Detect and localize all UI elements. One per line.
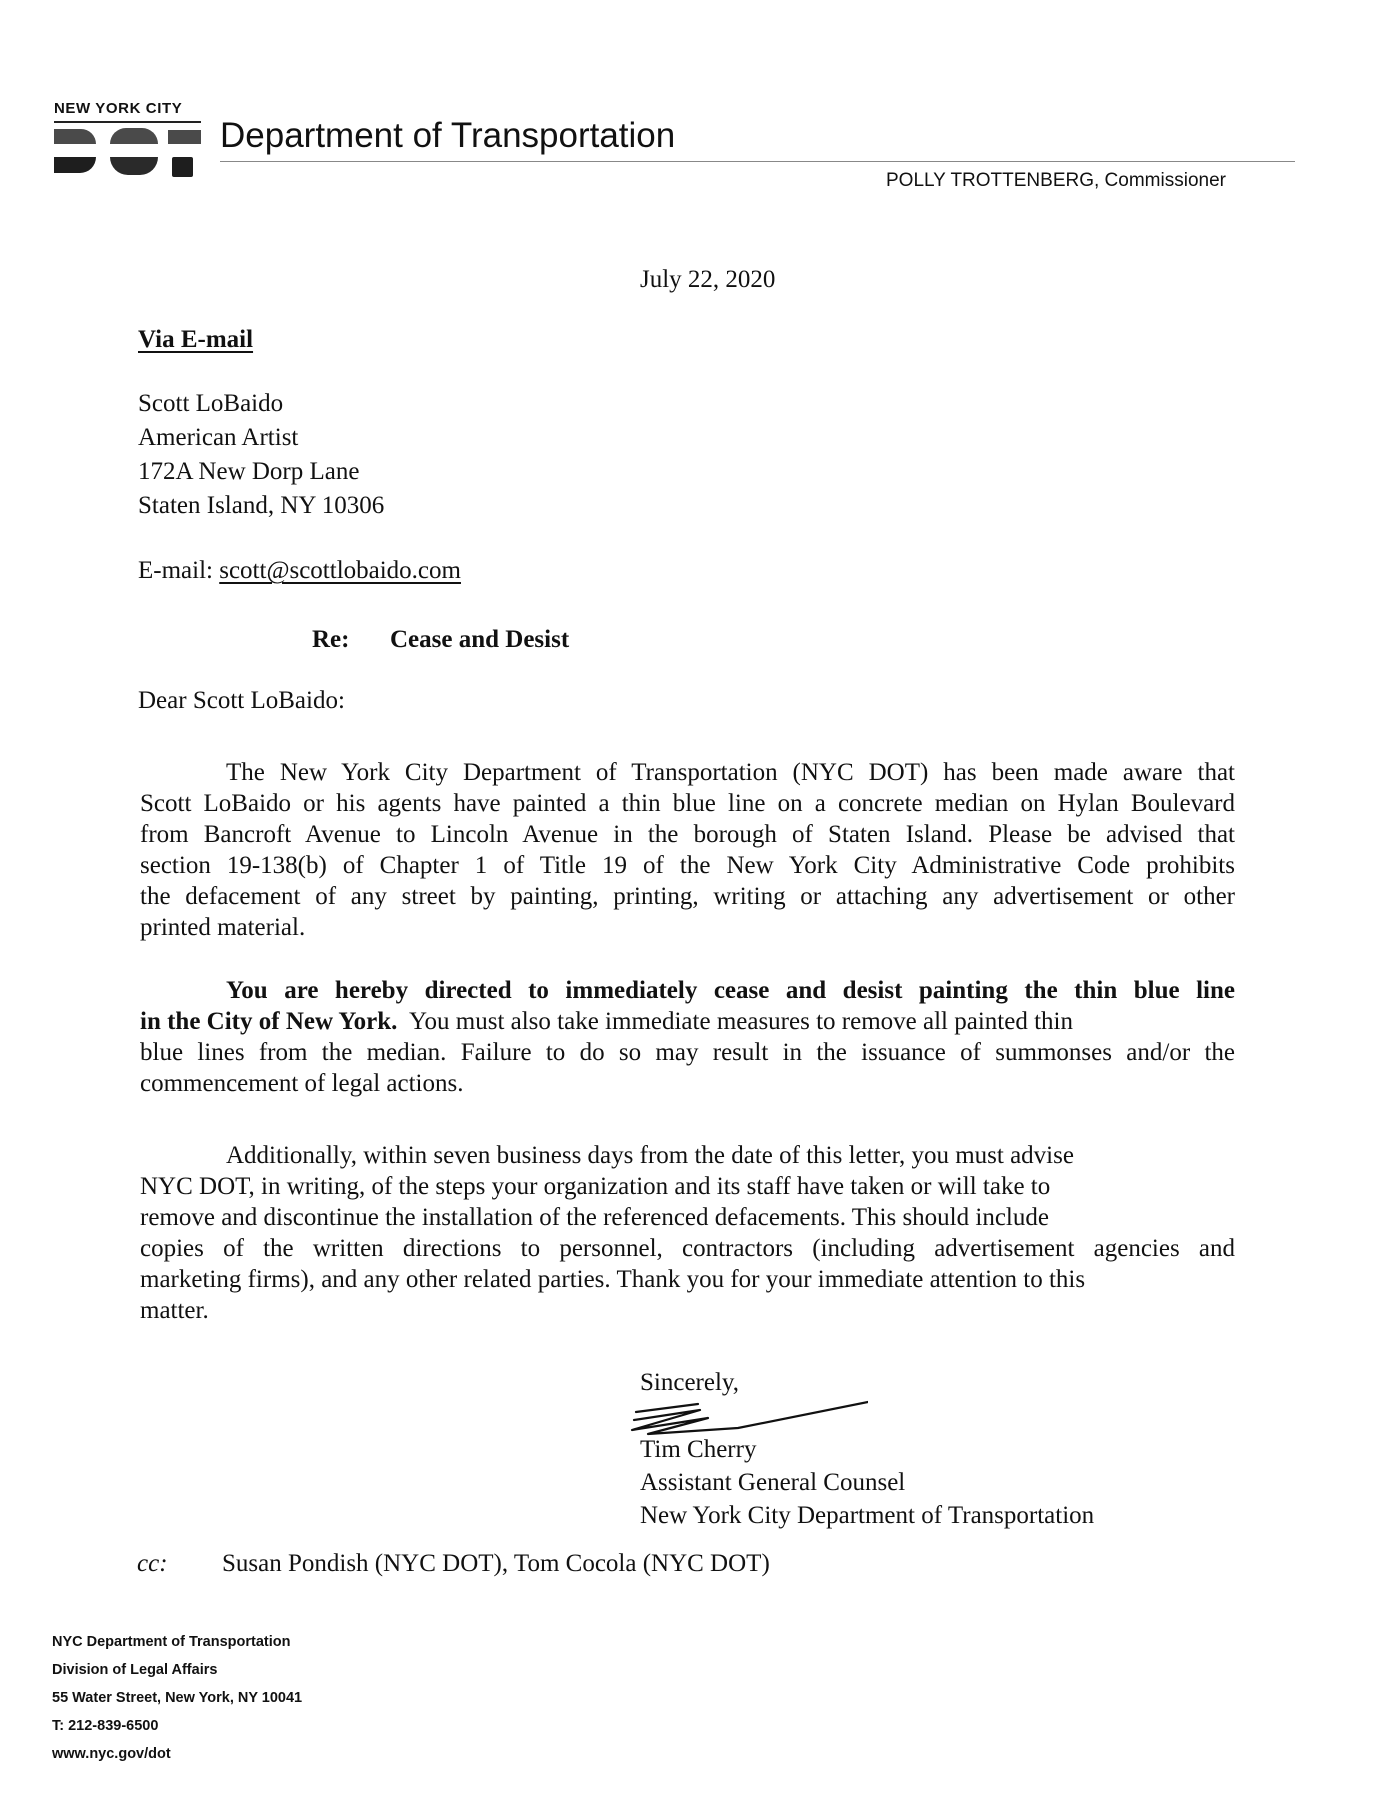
recipient-city: Staten Island, NY 10306 [138, 492, 385, 519]
valediction: Sincerely, [640, 1369, 740, 1396]
footer-street: 55 Water Street, New York, NY 10041 [52, 1690, 303, 1706]
signatory-name: Tim Cherry [640, 1436, 757, 1463]
commissioner-name: POLLY TROTTENBERG, Commissioner [886, 170, 1226, 191]
logo-d-bottom-icon [54, 157, 96, 173]
footer-org: NYC Department of Transportation [52, 1634, 291, 1650]
logo-t-top-icon [168, 130, 201, 144]
paragraph-line: NYC DOT, in writing, of the steps your organization and its staff have taken or will take to [140, 1173, 1051, 1200]
header-rule [220, 161, 1295, 162]
footer-phone: T: 212-839-6500 [52, 1718, 159, 1734]
directive-rest-text: You must also take immediate measures to remove all painted thin [408, 1008, 1073, 1035]
delivery-method: Via E-mail [138, 326, 254, 353]
email-label: E-mail: [138, 557, 213, 584]
paragraph-line: marketing firms), and any other related parties. Thank you for your immediate attention to this [140, 1266, 1086, 1293]
logo-o-bottom-icon [110, 157, 158, 175]
subject-label: Re: [312, 626, 350, 653]
letter-date: July 22, 2020 [640, 266, 776, 293]
directive-bold-line: You are hereby directed to immediately cease and desist painting the thin blue line [226, 977, 1235, 1004]
logo-city-label: NEW YORK CITY [54, 100, 183, 117]
paragraph-line: Additionally, within seven business days from the date of this letter, you must advise [226, 1142, 1074, 1169]
footer-website-link[interactable]: www.nyc.gov/dot [52, 1746, 171, 1762]
email-link[interactable]: scott@scottlobaido.com [219, 557, 461, 584]
paragraph-line: section 19-138(b) of Chapter 1 of Title 19 of the New York City Administrative Code prohibits [140, 852, 1235, 879]
paragraph-line: the defacement of any street by painting, printing, writing or attaching any advertisement or other [140, 883, 1235, 910]
paragraph-line: blue lines from the median. Failure to do so may result in the issuance of summonses and/or the [140, 1039, 1235, 1066]
recipient-name: Scott LoBaido [138, 390, 284, 417]
signatory-title: Assistant General Counsel [640, 1469, 906, 1496]
footer-division: Division of Legal Affairs [52, 1662, 218, 1678]
logo-t-bottom-icon [172, 157, 193, 177]
paragraph-line: from Bancroft Avenue to Lincoln Avenue in the borough of Staten Island. Please be advised that [140, 821, 1235, 848]
recipient-street: 172A New Dorp Lane [138, 458, 360, 485]
paragraph-line [140, 1007, 1073, 1037]
recipient-email-row [138, 557, 461, 585]
logo-d-top-icon [54, 129, 96, 144]
department-title: Department of Transportation [220, 116, 676, 155]
paragraph-line: copies of the written directions to personnel, contractors (including advertisement agencies and [140, 1235, 1235, 1262]
signatory-organization: New York City Department of Transportation [640, 1502, 1095, 1529]
paragraph-line: The New York City Department of Transportation (NYC DOT) has been made aware that [226, 759, 1235, 786]
directive-bold-text: in the City of New York. [140, 1008, 398, 1035]
recipient-title: American Artist [138, 424, 299, 451]
paragraph-line: matter. [140, 1297, 209, 1324]
subject-text: Cease and Desist [390, 626, 570, 653]
logo-underline [54, 121, 201, 123]
salutation: Dear Scott LoBaido: [138, 687, 345, 714]
cc-recipients: Susan Pondish (NYC DOT), Tom Cocola (NYC DOT) [222, 1550, 770, 1577]
cc-label: cc: [137, 1550, 168, 1577]
paragraph-line: printed material. [140, 914, 306, 941]
paragraph-line: remove and discontinue the installation of the referenced defacements. This should include [140, 1204, 1049, 1231]
paragraph-line: commencement of legal actions. [140, 1070, 464, 1097]
logo-o-top-icon [110, 128, 158, 144]
paragraph-line: Scott LoBaido or his agents have painted a thin blue line on a concrete median on Hylan Boulevard [140, 790, 1235, 817]
